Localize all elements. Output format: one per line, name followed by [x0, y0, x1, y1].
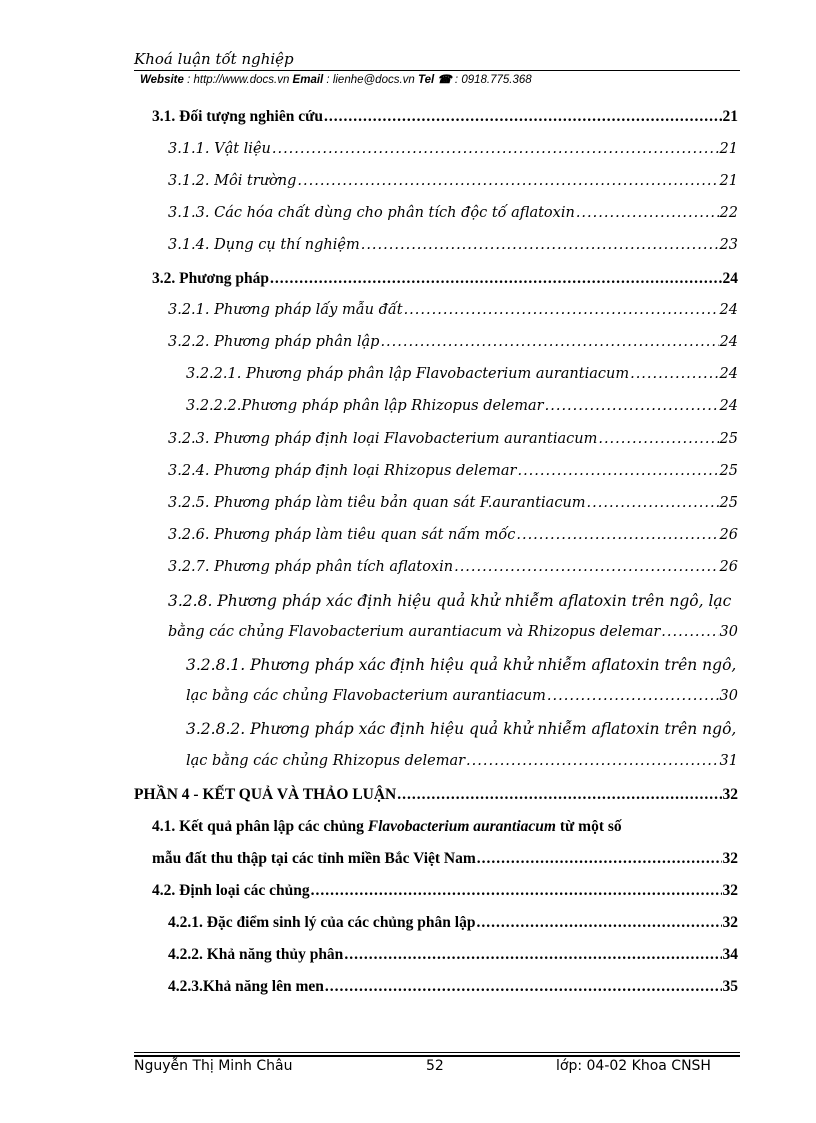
toc-entry-part-4[interactable]: PHẦN 4 - KẾT QUẢ VÀ THẢO LUẬN ..... 32	[134, 786, 738, 804]
toc-entry-3-2-8-line1[interactable]: 3.2.8. Phương pháp xác định hiệu quả khử nhiễm aflatoxin trên ngô, lạc	[168, 592, 732, 610]
footer-divider	[134, 1052, 740, 1053]
toc-entry-3-1-3[interactable]: 3.1.3. Các hóa chất dùng cho phân tích độc tố aflatoxin ..... 22	[168, 205, 738, 221]
toc-entry-3-2-8-2-line1[interactable]: 3.2.8.2. Phương pháp xác định hiệu quả khử nhiễm aflatoxin trên ngô,	[186, 720, 737, 738]
toc-entry-3-2-3[interactable]: 3.2.3. Phương pháp định loại Flavobacterium aurantiacum ..... 25	[168, 431, 738, 447]
toc-entry-4-2-3[interactable]: 4.2.3.Khả năng lên men ..... 35	[168, 978, 738, 996]
toc-entry-3-2-2-1[interactable]: 3.2.2.1. Phương pháp phân lập Flavobacterium aurantiacum ..... 24	[186, 366, 738, 382]
toc-entry-3-2[interactable]: 3.2. Phương pháp ..... 24	[152, 270, 738, 288]
toc-entry-3-1-1[interactable]: 3.1.1. Vật liệu ..... 21	[168, 141, 738, 157]
footer-page-number: 52	[426, 1058, 444, 1074]
toc-entry-4-2-1[interactable]: 4.2.1. Đặc điểm sinh lý của các chủng phân lập ..... 32	[168, 914, 738, 932]
toc-entry-3-2-6[interactable]: 3.2.6. Phương pháp làm tiêu quan sát nấm mốc ..... 26	[168, 527, 738, 543]
toc-entry-4-2[interactable]: 4.2. Định loại các chủng ..... 32	[152, 882, 738, 900]
header-title: Khoá luận tốt nghiệp	[134, 50, 294, 68]
toc-entry-3-2-8-1-line1[interactable]: 3.2.8.1. Phương pháp xác định hiệu quả khử nhiễm aflatoxin trên ngô,	[186, 656, 737, 674]
toc-entry-3-2-8-2-line2[interactable]: lạc bằng các chủng Rhizopus delemar ..... 31	[186, 753, 738, 769]
website-label: Website	[140, 74, 184, 86]
footer-divider-thick	[134, 1055, 740, 1057]
toc-entry-4-1-line1[interactable]: 4.1. Kết quả phân lập các chủng Flavobacterium aurantiacum từ một số	[152, 818, 622, 835]
header-divider	[134, 70, 740, 71]
tel-label: Tel ☎	[418, 74, 452, 86]
email-label: Email	[292, 74, 324, 86]
toc-entry-3-2-8-1-line2[interactable]: lạc bằng các chủng Flavobacterium aurantiacum ..... 30	[186, 688, 738, 704]
toc-entry-3-1-4[interactable]: 3.1.4. Dụng cụ thí nghiệm ..... 23	[168, 237, 738, 253]
toc-entry-3-2-7[interactable]: 3.2.7. Phương pháp phân tích aflatoxin ..... 26	[168, 559, 738, 575]
toc-entry-3-2-8-line2[interactable]: bằng các chủng Flavobacterium aurantiacum và Rhizopus delemar ..... 30	[168, 624, 738, 640]
website-value[interactable]: : http://www.docs.vn	[183, 74, 293, 86]
email-value[interactable]: : lienhe@docs.vn	[323, 74, 419, 86]
toc-entry-3-2-4[interactable]: 3.2.4. Phương pháp định loại Rhizopus delemar ..... 25	[168, 463, 738, 479]
toc-entry-3-2-5[interactable]: 3.2.5. Phương pháp làm tiêu bản quan sát F.aurantiacum ..... 25	[168, 495, 738, 511]
toc-entry-4-2-2[interactable]: 4.2.2. Khả năng thủy phân ..... 34	[168, 946, 738, 964]
toc-entry-3-2-1[interactable]: 3.2.1. Phương pháp lấy mẫu đất ..... 24	[168, 302, 738, 318]
toc-entry-4-1-line2[interactable]: mẫu đất thu thập tại các tỉnh miền Bắc Việt Nam ..... 32	[152, 850, 738, 868]
toc-entry-3-1-2[interactable]: 3.1.2. Môi trường ..... 21	[168, 173, 738, 189]
toc-entry-3-2-2[interactable]: 3.2.2. Phương pháp phân lập ..... 24	[168, 334, 738, 350]
header-contact	[140, 72, 532, 86]
toc-entry-3-1[interactable]: 3.1. Đối tượng nghiên cứu ..... 21	[152, 108, 738, 126]
footer-author: Nguyễn Thị Minh Châu	[134, 1058, 293, 1074]
footer-class: lớp: 04-02 Khoa CNSH	[556, 1058, 711, 1074]
toc-entry-3-2-2-2[interactable]: 3.2.2.2.Phương pháp phân lập Rhizopus delemar ..... 24	[186, 398, 738, 414]
tel-value: : 0918.775.368	[451, 74, 532, 86]
